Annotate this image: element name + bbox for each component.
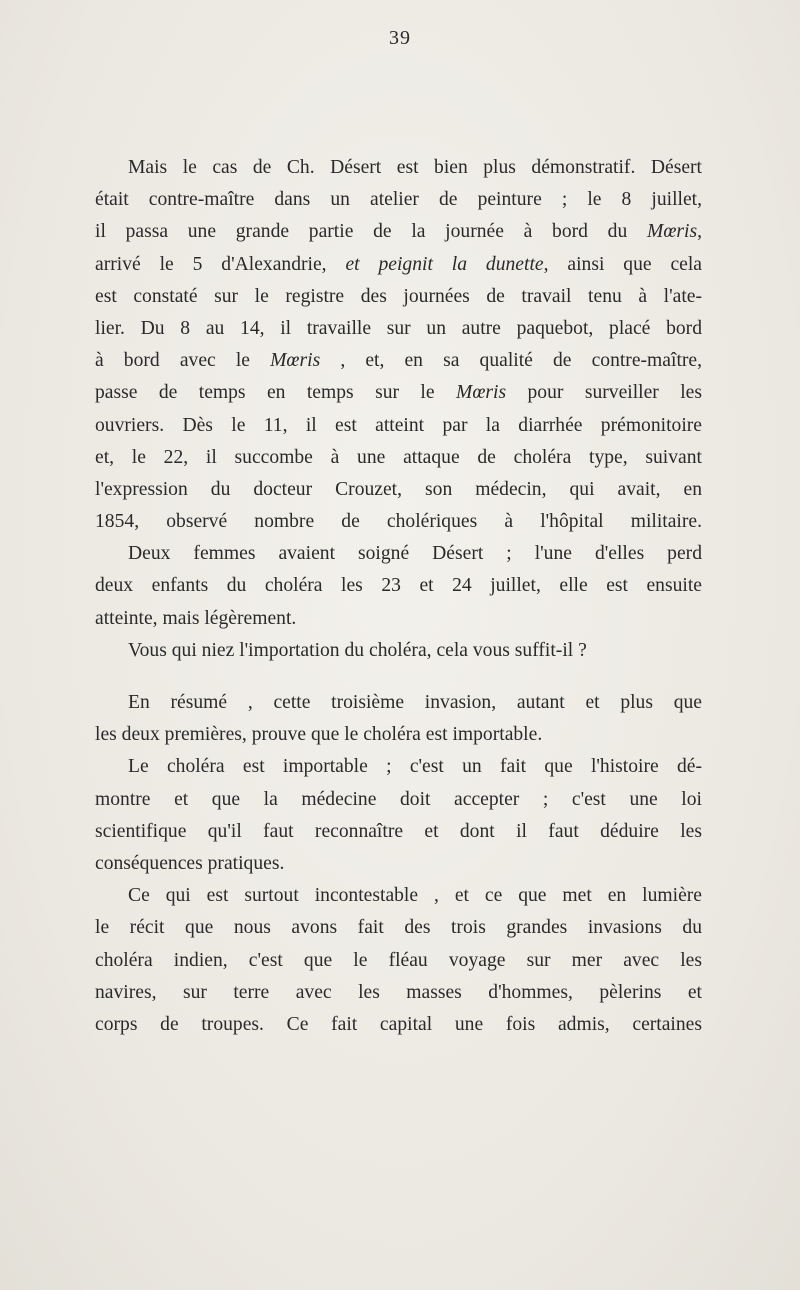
text-line: conséquences pratiques. [95, 852, 285, 874]
text-line: En résumé , cette troisième invasion, autant et plus que [128, 692, 702, 713]
body-text [95, 152, 702, 1041]
text-line: 1854, observé nombre de cholériques à l'hôpital militaire. [95, 511, 702, 533]
text-line: deux enfants du choléra les 23 et 24 juillet, elle est ensuite [95, 575, 702, 597]
text-line: l'expression du docteur Crouzet, son médecin, qui avait, en [95, 478, 702, 500]
emphasis: et peignit la dunette [345, 253, 544, 275]
text-line: Le choléra est importable ; c'est un fait que l'histoire dé- [128, 756, 702, 778]
text-line: corps de troupes. Ce fait capital une fois admis, certaines [95, 1013, 702, 1035]
text-line: scientifique qu'il faut reconnaître et dont il faut déduire les [95, 820, 702, 842]
text-line: passe de temps en temps sur le Mœris pour surveiller les [95, 382, 702, 404]
text-line: lier. Du 8 au 14, il travaille sur un autre paquebot, placé bord [95, 317, 702, 339]
ship-name: Mœris [270, 350, 321, 372]
text-line: montre et que la médecine doit accepter ; c'est une loi [95, 788, 702, 810]
text-line: Vous qui niez l'importation du choléra, cela vous suffit-il ? [128, 639, 587, 661]
paragraph-4 [95, 687, 702, 751]
page-number: 39 [389, 27, 411, 49]
ship-name: Mœris [456, 382, 507, 404]
text-line: et, le 22, il succombe à une attaque de choléra type, suivant [95, 446, 702, 468]
text-line: atteinte, mais légèrement. [95, 607, 297, 629]
text-line: est constaté sur le registre des journées de travail tenu à l'ate- [95, 285, 702, 307]
text-line: ouvriers. Dès le 11, il est atteint par la diarrhée prémonitoire [95, 414, 702, 436]
text-line: choléra indien, c'est que le fléau voyage sur mer avec les [95, 949, 702, 971]
text-line: Mais le cas de Ch. Désert est bien plus démonstratif. Désert [128, 157, 702, 178]
paragraph-5 [95, 751, 702, 880]
text-line: navires, sur terre avec les masses d'hommes, pèlerins et [95, 981, 702, 1003]
paragraph-1 [95, 152, 702, 538]
text-line: à bord avec le Mœris , et, en sa qualité de contre-maître, [95, 350, 703, 372]
text-line: Ce qui est surtout incontestable , et ce que met en lumière [128, 885, 702, 907]
paragraph-6 [95, 880, 702, 1041]
text-line: Deux femmes avaient soigné Désert ; l'une d'elles perd [128, 543, 702, 565]
text-line: les deux premières, prouve que le choléra est importable. [95, 724, 543, 746]
paragraph-2 [95, 538, 702, 635]
text-line: arrivé le 5 d'Alexandrie, et peignit la dunette, ainsi que cela [95, 253, 702, 275]
text-line: était contre-maître dans un atelier de peinture ; le 8 juillet, [95, 189, 702, 211]
text-line: il passa une grande partie de la journée à bord du Mœris, [95, 221, 702, 243]
ship-name: Mœris [647, 221, 698, 243]
paragraph-3 [95, 635, 702, 667]
text-line: le récit que nous avons fait des trois grandes invasions du [95, 917, 702, 939]
